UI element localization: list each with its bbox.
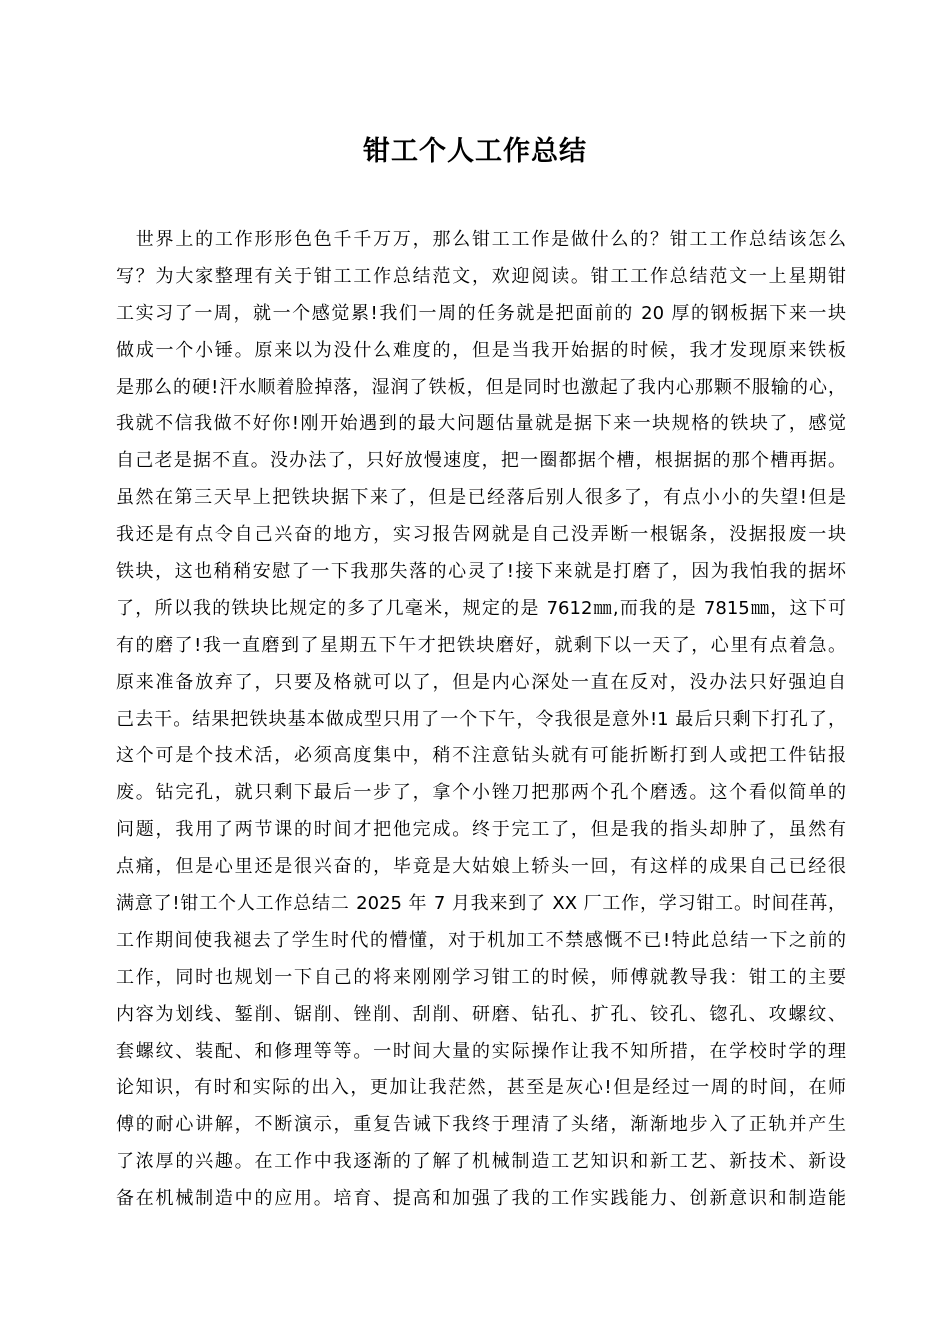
body-line: 我就不信我做不好你!刚开始遇到的最大问题估量就是据下来一块规格的铁块了，感觉 [116,413,846,435]
body-line: 我还是有点令自己兴奋的地方，实习报告网就是自己没弄断一根锯条，没据报废一块 [116,524,846,546]
body-line: 这个可是个技术活，必须高度集中，稍不注意钻头就有可能折断打到人或把工件钻报 [116,745,846,767]
body-line: 有的磨了!我一直磨到了星期五下午才把铁块磨好，就剩下以一天了，心里有点着急。 [116,634,846,656]
body-line: 铁块，这也稍稍安慰了一下我那失落的心灵了!接下来就是打磨了，因为我怕我的据坏 [116,561,846,583]
body-line: 满意了!钳工个人工作总结二 2025 年 7 月我来到了 XX 厂工作，学习钳工。时间荏苒， [116,893,846,915]
document-body [116,222,846,1218]
body-line: 问题，我用了两节课的时间才把他完成。终于完工了，但是我的指头却肿了，虽然有 [116,819,846,841]
body-line: 写？为大家整理有关于钳工工作总结范文，欢迎阅读。钳工工作总结范文一上星期钳 [116,265,846,287]
body-line: 己去干。结果把铁块基本做成型只用了一个下午，令我很是意外!1 最后只剩下打孔了， [116,708,846,730]
body-line: 废。钻完孔，就只剩下最后一步了，拿个小锉刀把那两个孔个磨透。这个看似简单的 [116,782,846,804]
body-line: 了浓厚的兴趣。在工作中我逐渐的了解了机械制造工艺知识和新工艺、新技术、新设 [116,1151,846,1173]
body-line: 傅的耐心讲解，不断演示，重复告诫下我终于理清了头绪，渐渐地步入了正轨并产生 [116,1114,846,1136]
body-line: 工实习了一周，就一个感觉累!我们一周的任务就是把面前的 20 厚的钢板据下来一块 [116,302,846,324]
body-line: 套螺纹、装配、和修理等等。一时间大量的实际操作让我不知所措，在学校时学的理 [116,1040,846,1062]
body-line: 自己老是据不直。没办法了，只好放慢速度，把一圈都据个槽，根据据的那个槽再据。 [116,450,846,472]
body-line: 原来准备放弃了，只要及格就可以了，但是内心深处一直在反对，没办法只好强迫自 [116,671,846,693]
body-line: 工作，同时也规划一下自己的将来刚刚学习钳工的时候，师傅就教导我：钳工的主要 [116,966,846,988]
body-line: 备在机械制造中的应用。培育、提高和加强了我的工作实践能力、创新意识和制造能 [116,1188,846,1210]
body-line: 点痛，但是心里还是很兴奋的，毕竟是大姑娘上轿头一回，有这样的成果自己已经很 [116,856,846,878]
body-line: 工作期间使我褪去了学生时代的懵懂，对于机加工不禁感慨不已!特此总结一下之前的 [116,929,846,951]
body-line: 做成一个小锤。原来以为没什么难度的，但是当我开始据的时候，我才发现原来铁板 [116,339,846,361]
body-line: 是那么的硬!汗水顺着脸掉落，湿润了铁板，但是同时也激起了我内心那颗不服输的心， [116,376,846,398]
body-line: 论知识，有时和实际的出入，更加让我茫然，甚至是灰心!但是经过一周的时间，在师 [116,1077,846,1099]
document-title: 钳工个人工作总结 [363,136,587,167]
body-line: 了，所以我的铁块比规定的多了几毫米，规定的是 7612㎜,而我的是 7815㎜，这下可 [116,597,846,619]
body-line: 内容为划线、錾削、锯削、锉削、刮削、研磨、钻孔、扩孔、铰孔、锪孔、攻螺纹、 [116,1003,846,1025]
body-line: 虽然在第三天早上把铁块据下来了，但是已经落后别人很多了，有点小小的失望!但是 [116,487,846,509]
body-line: 世界上的工作形形色色千千万万，那么钳工工作是做什么的？钳工工作总结该怎么 [116,229,846,250]
